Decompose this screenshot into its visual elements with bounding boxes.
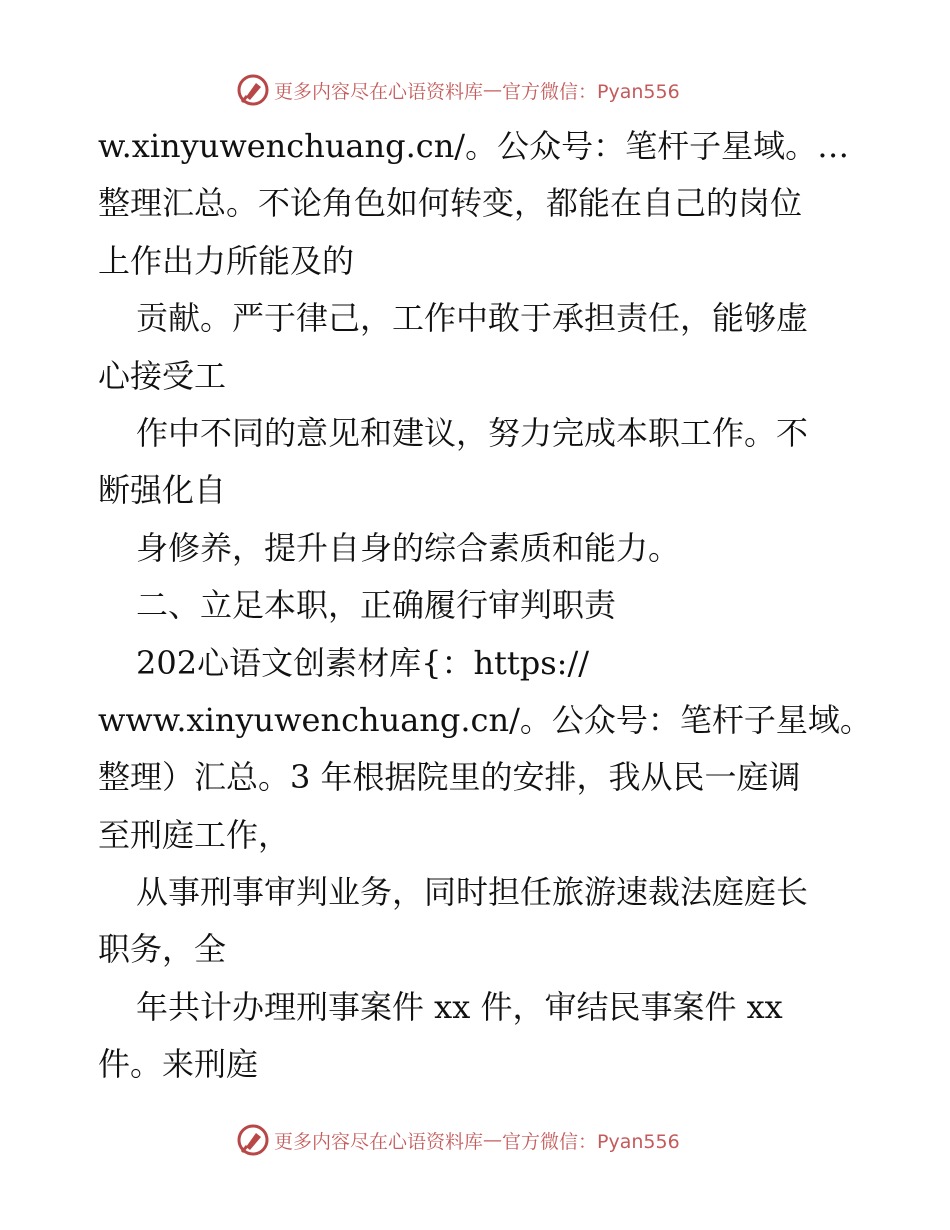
banner-contact: 官方微信：Pyan556 — [502, 1130, 680, 1153]
footer-banner — [0, 1120, 950, 1160]
paragraph-line: 整理汇总。不论角色如何转变，都能在自己的岗位 — [98, 184, 803, 223]
banner-title: 更多内容尽在心语资料库 — [274, 1130, 484, 1153]
paragraph-line: 断强化自 — [98, 471, 227, 510]
paragraph-line: 件。来刑庭 — [98, 1045, 259, 1084]
paragraph-line: 从事刑事审判业务，同时担任旅游速裁法庭庭长 — [136, 873, 809, 912]
paragraph-line: 整理）汇总。3 年根据院里的安排，我从民一庭调 — [98, 758, 801, 797]
paragraph-line: 202心语文创素材库{：https:// — [136, 643, 590, 682]
paragraph-line: 贡献。严于律己，工作中敢于承担责任，能够虚 — [136, 299, 809, 338]
paragraph-line: 作中不同的意见和建议，努力完成本职工作。不 — [136, 413, 809, 452]
paragraph-line: 至刑庭工作， — [98, 815, 291, 854]
paragraph-line: 职务，全 — [98, 930, 227, 969]
banner-separator: — — [483, 79, 503, 101]
pen-nib-circle-icon — [236, 73, 270, 107]
paragraph-line: 年共计办理刑事案件 xx 件，审结民事案件 xx — [136, 987, 783, 1026]
pen-nib-circle-icon — [236, 1123, 270, 1157]
paragraph-line: 上作出力所能及的 — [98, 241, 355, 280]
paragraph-line: 身修养，提升自身的综合素质和能力。 — [136, 528, 681, 567]
banner-contact: 官方微信：Pyan556 — [502, 80, 680, 103]
header-banner — [0, 70, 950, 110]
paragraph-line: 心接受工 — [98, 356, 227, 395]
paragraph-line: www.xinyuwenchuang.cn/。公众号：笔杆子星域。 — [98, 700, 872, 739]
paragraph-line: 二、立足本职，正确履行审判职责 — [136, 586, 617, 625]
document-body — [98, 118, 872, 1094]
banner-title: 更多内容尽在心语资料库 — [274, 80, 484, 103]
banner-separator: — — [483, 1129, 503, 1151]
paragraph-line: w.xinyuwenchuang.cn/。公众号：笔杆子星域。… — [98, 127, 850, 165]
